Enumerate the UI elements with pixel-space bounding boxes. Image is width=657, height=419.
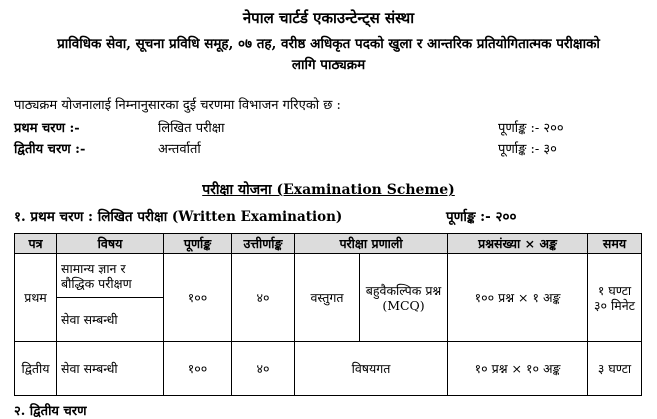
paper1-subject-a: सामान्य ज्ञान र बौद्धिक परीक्षण (57, 254, 164, 298)
paper1-method-sub: बहुवैकल्पिक प्रश्न (365, 282, 442, 298)
paper2-pass: ४० (232, 342, 295, 396)
header-time: समय (588, 234, 642, 254)
exam-scheme-table (14, 233, 642, 396)
section-marks: पूर्णाङ्क :- २०० (446, 209, 517, 225)
paper2-questions: १० प्रश्न × १० अङ्क (448, 342, 588, 396)
paper2-time: ३ घण्टा (588, 342, 642, 396)
header-paper: पत्र (15, 234, 57, 254)
stage2-type: अन्तर्वार्ता (158, 142, 201, 157)
intro-text: पाठ्यक्रम योजनालाई निम्नानुसारका दुई चरणमा विभाजन गरिएको छ : (14, 98, 341, 113)
stage1-label: प्रथम चरण :- (14, 121, 80, 136)
paper1-pass: ४० (232, 254, 295, 342)
paper1-time (588, 254, 642, 342)
paper1-method-abbr: (MCQ) (382, 297, 425, 313)
paper2-subject: सेवा सम्बन्धी (57, 342, 164, 396)
paper1-name: प्रथम (15, 254, 57, 342)
stage2-marks: पूर्णाङ्क :- ३० (498, 142, 557, 157)
header-exam-method: परीक्षा प्रणाली (295, 234, 448, 254)
paper1-full: १०० (164, 254, 232, 342)
paper2-method: विषयगत (295, 342, 448, 396)
paper1-questions: १०० प्रश्न × १ अङ्क (448, 254, 588, 342)
paper2-full: १०० (164, 342, 232, 396)
table-header-row (15, 234, 642, 254)
next-section-title: २. द्वितीय चरण (14, 404, 87, 419)
paper1-method-detail (360, 254, 448, 342)
document-heading: प्राविधिक सेवा, सूचना प्रविधि समूह, ०७ तह, वरीष्ठ अधिकृत पदको खुला र आन्तरिक प्रतियोगितात्मक परीक्षाको (57, 36, 600, 52)
paper1-time-a: १ घण्टा (597, 282, 632, 298)
table-row (15, 254, 642, 298)
paper1-subject-b: सेवा सम्बन्धी (57, 298, 164, 342)
paper1-time-b: ३० मिनेट (594, 297, 635, 313)
header-full-marks: पूर्णाङ्क (164, 234, 232, 254)
table-row (15, 342, 642, 396)
paper1-method: वस्तुगत (295, 254, 360, 342)
organization-title: नेपाल चार्टर्ड एकाउन्टेन्ट्स संस्था (242, 9, 415, 27)
header-pass-marks: उत्तीर्णाङ्क (232, 234, 295, 254)
header-subject: विषय (57, 234, 164, 254)
scheme-title: परीक्षा योजना (Examination Scheme) (202, 182, 455, 198)
paper2-name: द्वितीय (15, 342, 57, 396)
section-title: १. प्रथम चरण : लिखित परीक्षा (Written Examination) (14, 209, 343, 225)
stage2-label: द्वितीय चरण :- (14, 142, 86, 157)
stage1-type: लिखित परीक्षा (158, 121, 225, 136)
stage1-marks: पूर्णाङ्क :- २०० (498, 121, 564, 136)
document-heading-cont: लागि पाठ्यक्रम (291, 57, 366, 73)
header-questions: प्रश्नसंख्या × अङ्क (448, 234, 588, 254)
